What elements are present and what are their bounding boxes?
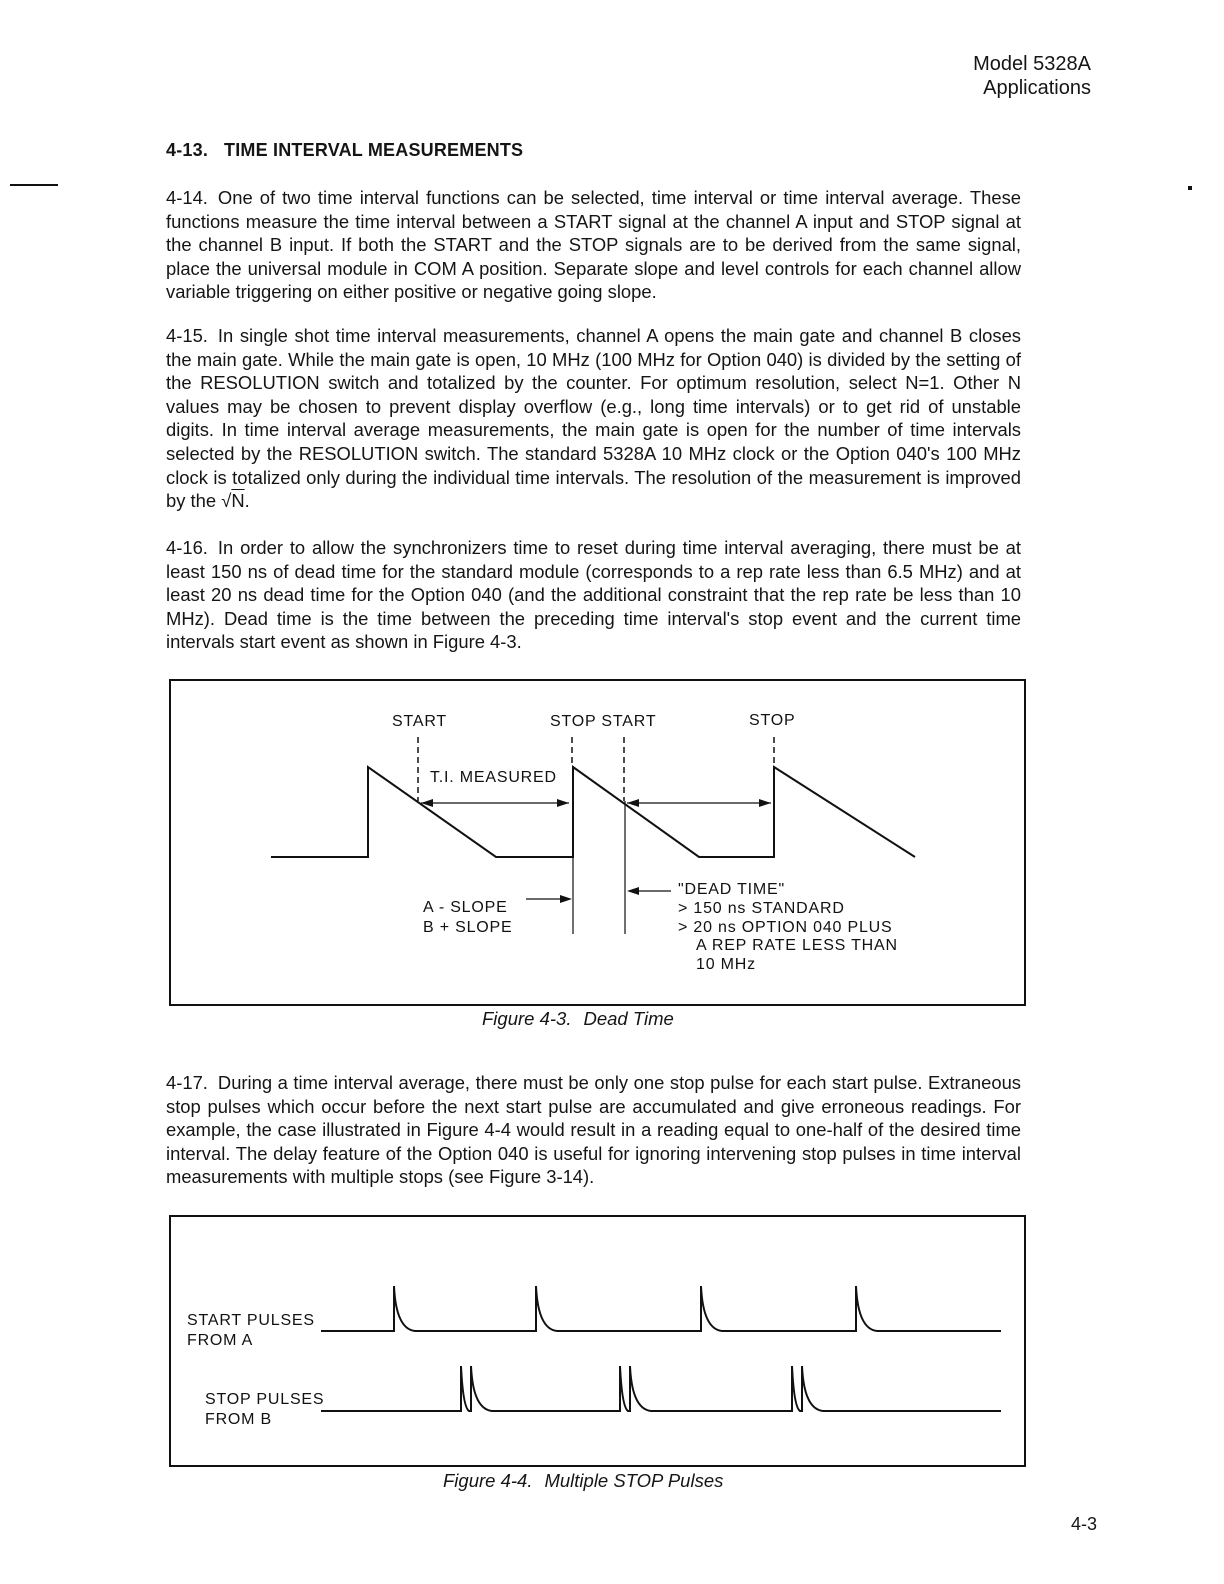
- start-pulses-label: START PULSES: [187, 1312, 315, 1329]
- page-number: 4-3: [1070, 1514, 1097, 1534]
- section-title: TIME INTERVAL MEASUREMENTS: [224, 140, 524, 160]
- dead-time-diagram: [171, 681, 1028, 1008]
- paragraph-number: 4-15.: [166, 325, 208, 346]
- sqrt-argument: N: [231, 490, 245, 512]
- paragraph-number: 4-17.: [166, 1072, 208, 1093]
- ti-measured-label: T.I. MEASURED: [430, 769, 557, 786]
- margin-change-bar: [10, 184, 58, 186]
- b-slope-label: B + SLOPE: [423, 919, 513, 936]
- caption-title: Multiple STOP Pulses: [544, 1470, 724, 1491]
- paragraph-number: 4-14.: [166, 187, 208, 208]
- paragraph-text: During a time interval average, there must be only one stop pulse for each start pulse. Extraneous stop pulses which occur before the next start pulse are accumulated and give erroneous readings. For example, the case illustrated in Figure 4-4 would result in a reading equal to one-half of the desired time interval. The delay feature of the Option 040 is useful for ignoring intervening stop pulses in time interval measurements with multiple stops (see Figure 3-14).: [166, 1072, 1021, 1188]
- start-pulse-trace: [321, 1286, 1001, 1331]
- paragraph-4-15: [166, 324, 1021, 513]
- paragraph-4-16: [166, 536, 1021, 654]
- paragraph-4-17: [166, 1071, 1021, 1189]
- figure-4-3: [169, 679, 1026, 1006]
- page-header: [973, 52, 1091, 100]
- caption-number: Figure 4-3.: [482, 1008, 572, 1029]
- margin-dot: [1188, 186, 1192, 190]
- dead-time-line-3: A REP RATE LESS THAN: [696, 937, 898, 954]
- section-label: Applications: [983, 77, 1091, 99]
- stop-label: STOP: [749, 712, 796, 729]
- sawtooth-waveform: [271, 767, 915, 857]
- section-heading: [166, 140, 523, 161]
- caption-number: Figure 4-4.: [443, 1470, 533, 1491]
- stop-pulse-trace: [321, 1366, 1001, 1411]
- sentence-end: .: [244, 490, 250, 512]
- dead-time-label: "DEAD TIME": [678, 881, 785, 898]
- sqrt-symbol: √: [221, 490, 232, 512]
- paragraph-text: In single shot time interval measurements, channel A opens the main gate and channel B closes the main gate. While the main gate is open, 10 MHz (100 MHz for Option 040) is divided by the setting of the RESOLUTION switch and totalized by the counter. For optimum resolution, select N=1. Other N values may be chosen to prevent display overflow (e.g., long time intervals) or to get rid of unstable digits. In time interval average measurements, the main gate is open for the number of time intervals selected by the RESOLUTION switch. The standard 5328A 10 MHz clock or the Option 040's 100 MHz clock is totalized only during the individual time intervals. The resolution of the measurement is improved by the: [166, 325, 1021, 512]
- stop-pulses-from-label: FROM B: [205, 1411, 273, 1428]
- multiple-stop-pulses-diagram: [171, 1217, 1028, 1469]
- dead-time-line-2: > 20 ns OPTION 040 PLUS: [678, 919, 893, 936]
- dead-time-line-4: 10 MHz: [696, 956, 756, 973]
- paragraph-text: In order to allow the synchronizers time to reset during time interval averaging, there must be at least 150 ns of dead time for the standard module (corresponds to a rep rate less than 6.5 MHz) and at least 20 ns dead time for the Option 040 (and the additional constraint that the rep rate be less than 10 MHz). Dead time is the time between the preceding time interval's stop event and the current time intervals start event as shown in Figure 4-3.: [166, 537, 1021, 653]
- a-slope-label: A - SLOPE: [423, 899, 508, 916]
- paragraph-4-14: [166, 186, 1021, 304]
- paragraph-text: One of two time interval functions can be selected, time interval or time interval average. These functions measure the time interval between a START signal at the channel A input and STOP signal at the channel B input. If both the START and the STOP signals are to be derived from the same signal, place the universal module in COM A position. Separate slope and level controls for each channel allow variable triggering on either positive or negative going slope.: [166, 187, 1021, 303]
- figure-4-4: [169, 1215, 1026, 1467]
- start-pulses-from-label: FROM A: [187, 1332, 254, 1349]
- figure-4-3-caption: [482, 1008, 674, 1030]
- section-number: 4-13.: [166, 140, 209, 160]
- model-label: Model 5328A: [973, 53, 1091, 75]
- paragraph-number: 4-16.: [166, 537, 208, 558]
- stop-pulses-label: STOP PULSES: [205, 1391, 325, 1408]
- figure-4-4-caption: [443, 1470, 723, 1492]
- start-label: START: [392, 713, 447, 730]
- caption-title: Dead Time: [583, 1008, 674, 1029]
- stop-start-label: STOP START: [550, 713, 657, 730]
- dead-time-line-1: > 150 ns STANDARD: [678, 900, 845, 917]
